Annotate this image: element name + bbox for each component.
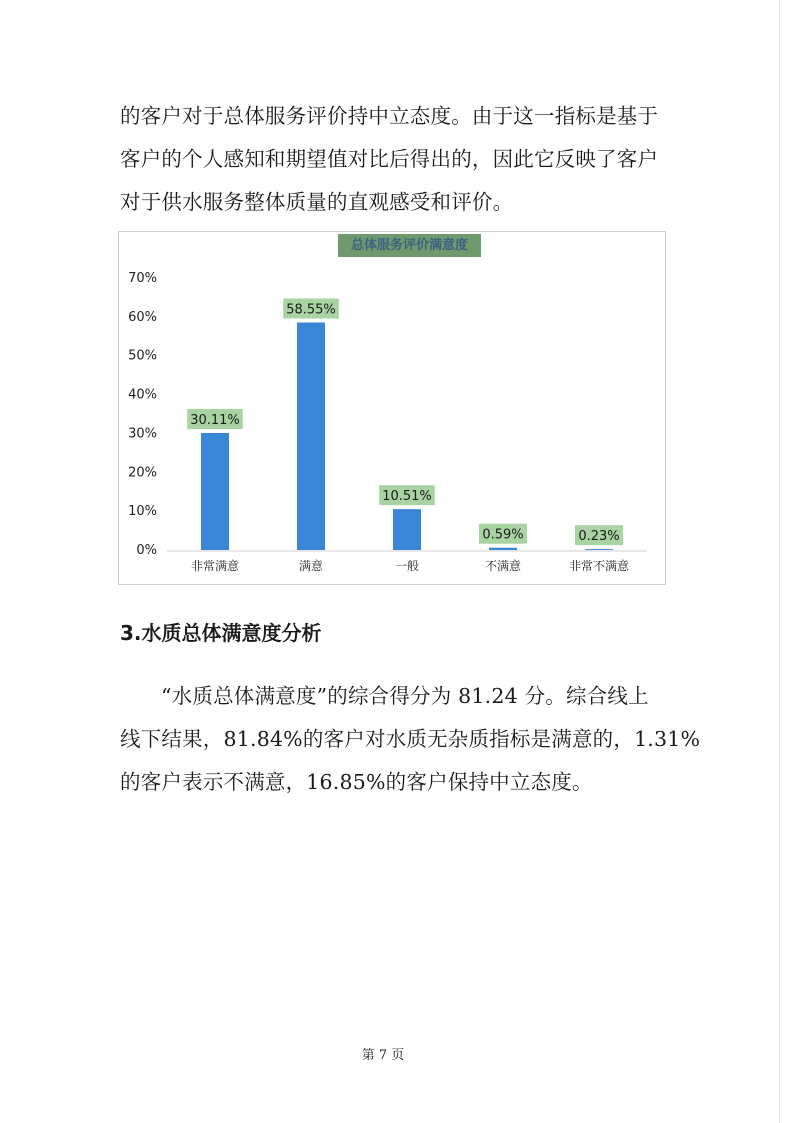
y-tick-label: 30% (128, 426, 157, 442)
section-heading: 3.水质总体满意度分析 (120, 621, 322, 645)
paragraph-line: 的客户对于总体服务评价持中立态度。由于这一指标是基于 (120, 104, 659, 128)
x-tick-label: 满意 (298, 559, 324, 573)
data-label: 0.59% (482, 527, 524, 543)
page-edge-line (779, 0, 780, 1123)
chart-canvas (119, 232, 665, 584)
data-label: 30.11% (190, 413, 240, 429)
y-tick-label: 40% (128, 387, 157, 403)
y-tick-label: 50% (128, 348, 157, 364)
y-tick-label: 0% (136, 543, 157, 558)
bar (489, 548, 517, 550)
bar (393, 509, 421, 550)
x-tick-label: 一般 (394, 559, 420, 573)
y-tick-label: 10% (128, 504, 157, 520)
data-label: 10.51% (382, 489, 432, 505)
paragraph-line: 客户的个人感知和期望值对比后得出的，因此它反映了客户 (120, 147, 659, 171)
chart-title: 总体服务评价满意度 (338, 234, 481, 257)
x-tick-label: 不满意 (484, 559, 522, 573)
y-tick-label: 70% (128, 271, 157, 286)
paragraph-line: “水质总体满意度”的综合得分为 81.24 分。综合线上 (161, 684, 649, 708)
paragraph-line: 的客户表示不满意，16.85%的客户保持中立态度。 (120, 770, 593, 794)
data-label: 58.55% (286, 302, 336, 318)
x-tick-label: 非常满意 (190, 559, 240, 573)
bar (201, 433, 229, 550)
page-number: 第 7 页 (361, 1048, 405, 1063)
x-tick-label: 非常不满意 (568, 559, 630, 573)
water-quality-paragraph (120, 675, 701, 804)
y-tick-label: 60% (128, 309, 157, 325)
intro-paragraph (120, 95, 680, 224)
data-label: 0.23% (578, 529, 620, 545)
satisfaction-bar-chart (118, 231, 666, 585)
bar (585, 549, 613, 550)
paragraph-line: 对于供水服务整体质量的直观感受和评价。 (120, 190, 514, 214)
paragraph-line: 线下结果，81.84%的客户对水质无杂质指标是满意的，1.31% (120, 727, 701, 751)
bar (297, 322, 325, 550)
y-tick-label: 20% (128, 465, 157, 481)
